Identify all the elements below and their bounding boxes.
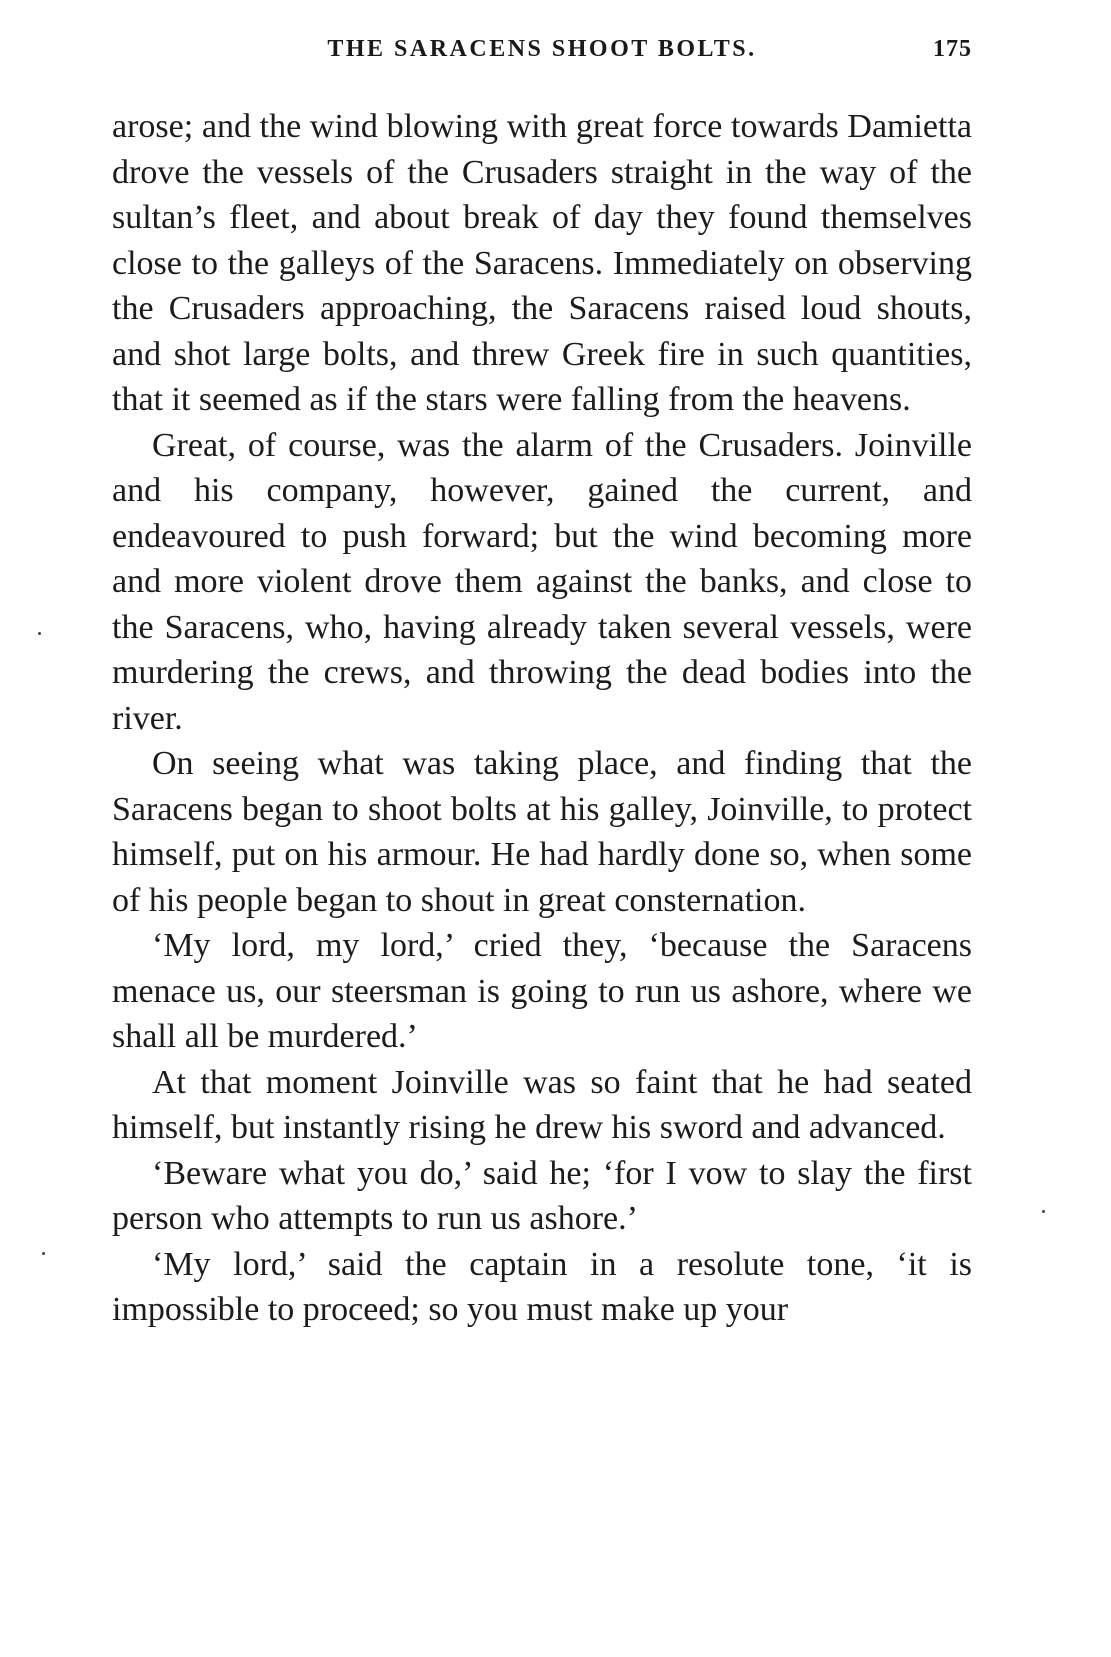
- page-number: 175: [933, 36, 972, 62]
- running-title: THE SARACENS SHOOT BOLTS.: [327, 36, 757, 62]
- paragraph-3: On seeing what was taking place, and finding that the Saracens began to shoot bolts at his galley, Joinville, to protect himself, put on his armour. He had hardly done so, when some of his people began to shout in great consternation.: [112, 745, 972, 919]
- paragraph-1: arose; and the wind blowing with great force towards Damietta drove the vessels of the Crusaders straight in the way of the sultan’s fleet, and about break of day they found themselves close to the galleys of the Saracens. Immediately on observing the Crusaders approaching, the Saracens raised loud shouts, and shot large bolts, and threw Greek fire in such quantities, that it seemed as if the stars were falling from the heavens.: [112, 108, 972, 418]
- paragraph-6: ‘Beware what you do,’ said he; ‘for I vow to slay the first person who attempts to run us ashore.’: [112, 1154, 972, 1237]
- paragraph-7: ‘My lord,’ said the captain in a resolute tone, ‘it is impossible to proceed; so you must make up your: [112, 1245, 972, 1328]
- page-header: [112, 36, 972, 76]
- print-speck: [1042, 1210, 1045, 1213]
- print-speck: [42, 1252, 45, 1255]
- body-text: [112, 104, 972, 1333]
- paragraph-2: Great, of course, was the alarm of the Crusaders. Joinville and his company, however, gained the current, and endeavoured to push forward; but the wind becoming more and more violent drove them against the banks, and close to the Saracens, who, having already taken several vessels, were murdering the crews, and throwing the dead bodies into the river.: [112, 426, 972, 737]
- print-speck: [38, 632, 41, 635]
- paragraph-5: At that moment Joinville was so faint that he had seated himself, but instantly rising he drew his sword and advanced.: [112, 1063, 972, 1146]
- paragraph-4: ‘My lord, my lord,’ cried they, ‘because the Saracens menace us, our steersman is going to run us ashore, where we shall all be murdered.’: [112, 927, 972, 1055]
